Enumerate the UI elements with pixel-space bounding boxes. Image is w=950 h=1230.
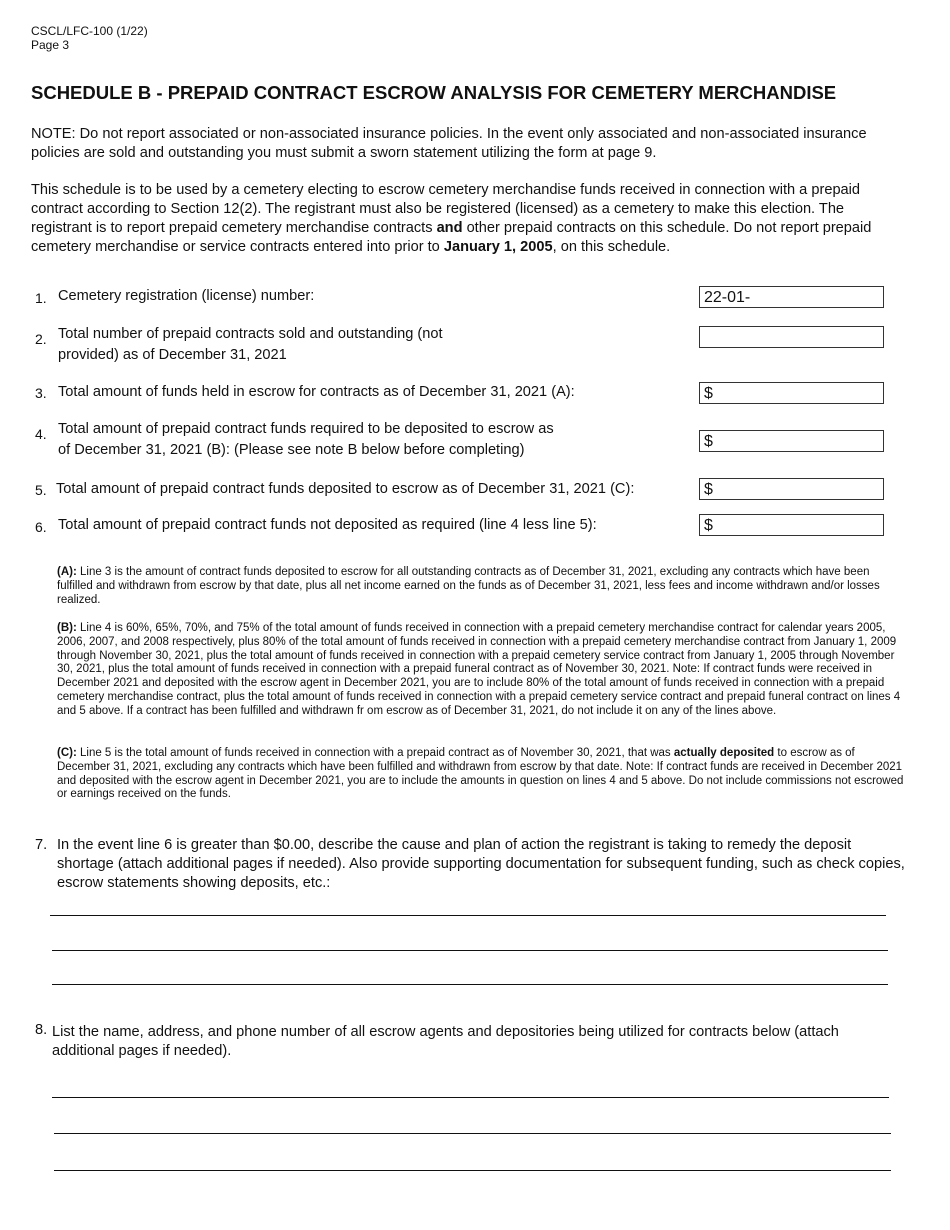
line-3-number: 3.: [35, 385, 47, 401]
note-b-key: (B):: [57, 622, 77, 634]
note-c-key: (C):: [57, 747, 77, 759]
intro-bold-date: January 1, 2005: [443, 239, 553, 255]
q7-number: 7.: [35, 837, 48, 853]
line-4-number: 4.: [35, 426, 47, 442]
escrow-funds-held-field[interactable]: $: [699, 382, 884, 404]
line-4-label: Total amount of prepaid contract funds required to be deposited to escrow as of December 31, 2021 (B): (Please see note B below before completing): [58, 421, 554, 458]
form-id: CSCL/LFC-100 (1/22): [31, 24, 148, 38]
note-b: (B): Line 4 is 60%, 65%, 70%, and 75% of the total amount of funds received in connection with a prepaid cemetery merchandise contract for calendar years 2005, 2006, 2007, and 2008 respectively, plus 80% of the total amount of funds received in connection with a prepaid cemetery merchandise contract from January 1, 2009 through November 30, 2021, plus the total amount of funds received in connection with a prepaid cemetery service contract from January 1, 2005 through November 30, 2021, plus the total amount of funds received in connection with a prepaid funeral contract as of November 30, 2021. Note: If contract funds were received in December 2021 and deposited with the escrow agent in December 2021, you are to include 80% of the total amount of funds received in connection with a prepaid cemetery merchandise contract, plus the total amount of funds received in connection with a prepaid cemetery service contract and prepaid funeral contract on lines 4 and 5 above. If a contract has been fulfilled and withdrawn fr om escrow as of December 31, 2021, do not include it on any of the lines above.: [57, 622, 901, 717]
q8-answer-line-3[interactable]: [54, 1170, 891, 1171]
note-a-key: (A):: [57, 566, 77, 578]
form-header: [31, 25, 148, 52]
required-deposit-field[interactable]: $: [699, 430, 884, 452]
contracts-outstanding-field[interactable]: [699, 326, 884, 348]
page-title: SCHEDULE B - PREPAID CONTRACT ESCROW ANALYSIS FOR CEMETERY MERCHANDISE: [31, 82, 837, 103]
funds-deposited-field[interactable]: $: [699, 478, 884, 500]
note-a: (A): Line 3 is the amount of contract funds deposited to escrow for all outstanding contracts as of December 31, 2021, excluding any contracts which have been fulfilled and withdrawn from escrow by that date, plus all net income earned on the funds as of December 31, 2021, less fees and income withdrawn and/or losses realized.: [57, 566, 880, 606]
intro-bold-and: and: [436, 220, 463, 236]
line-5-label: Total amount of prepaid contract funds deposited to escrow as of December 31, 2021 (C):: [56, 481, 635, 497]
line-2-label: Total number of prepaid contracts sold and outstanding (not provided) as of December 31, 2021: [58, 326, 443, 363]
line-6-number: 6.: [35, 519, 47, 535]
funds-not-deposited-field[interactable]: $: [699, 514, 884, 536]
q8-answer-line-1[interactable]: [52, 1097, 889, 1098]
intro-paragraph: This schedule is to be used by a cemetery electing to escrow cemetery merchandise funds received in connection with a prepaid contract according to Section 12(2). The registrant must also be registered (licensed) as a cemetery to make this election. The registrant is to report prepaid cemetery merchandise contracts and other prepaid contracts on this schedule. Do not report prepaid cemetery merchandise or service contracts entered into prior to January 1, 2005, on this schedule.: [31, 182, 872, 255]
note-c: (C): Line 5 is the total amount of funds received in connection with a prepaid contract as of November 30, 2021, that was actually deposited to escrow as of December 31, 2021, excluding any contracts which have been fulfilled and withdrawn from escrow by that date. Note: If contract funds are received in December 2021 and deposited with the escrow agent in December 2021, you are to include the amounts in question on lines 4 and 5 above. Do not include commissions not escrowed or earnings received on the funds.: [57, 747, 904, 801]
q7-text: In the event line 6 is greater than $0.00, describe the cause and plan of action the registrant is taking to remedy the deposit shortage (attach additional pages if needed). Also provide supporting documentation for subsequent funding, such as check copies, escrow statements showing deposits, etc.:: [57, 837, 905, 891]
line-1-label: Cemetery registration (license) number:: [58, 288, 315, 304]
line-5-number: 5.: [35, 482, 47, 498]
q7-answer-line-1[interactable]: [50, 915, 886, 916]
registration-number-field[interactable]: 22-01-: [699, 286, 884, 308]
line-3-label: Total amount of funds held in escrow for contracts as of December 31, 2021 (A):: [58, 384, 575, 400]
q7-answer-line-3[interactable]: [52, 984, 888, 985]
q8-answer-line-2[interactable]: [54, 1133, 891, 1134]
q8-text: List the name, address, and phone number of all escrow agents and depositories being utilized for contracts below (attach additional pages if needed).: [52, 1024, 839, 1059]
note-paragraph: NOTE: Do not report associated or non-associated insurance policies. In the event only associated and non-associated insurance policies are sold and outstanding you must submit a sworn statement utilizing the form at page 9.: [31, 126, 867, 161]
q8-number: 8.: [35, 1022, 48, 1038]
line-6-label: Total amount of prepaid contract funds not deposited as required (line 4 less line 5):: [58, 517, 597, 533]
line-1-number: 1.: [35, 290, 47, 306]
line-2-number: 2.: [35, 331, 47, 347]
q7-answer-line-2[interactable]: [52, 950, 888, 951]
page-number: Page 3: [31, 37, 70, 52]
